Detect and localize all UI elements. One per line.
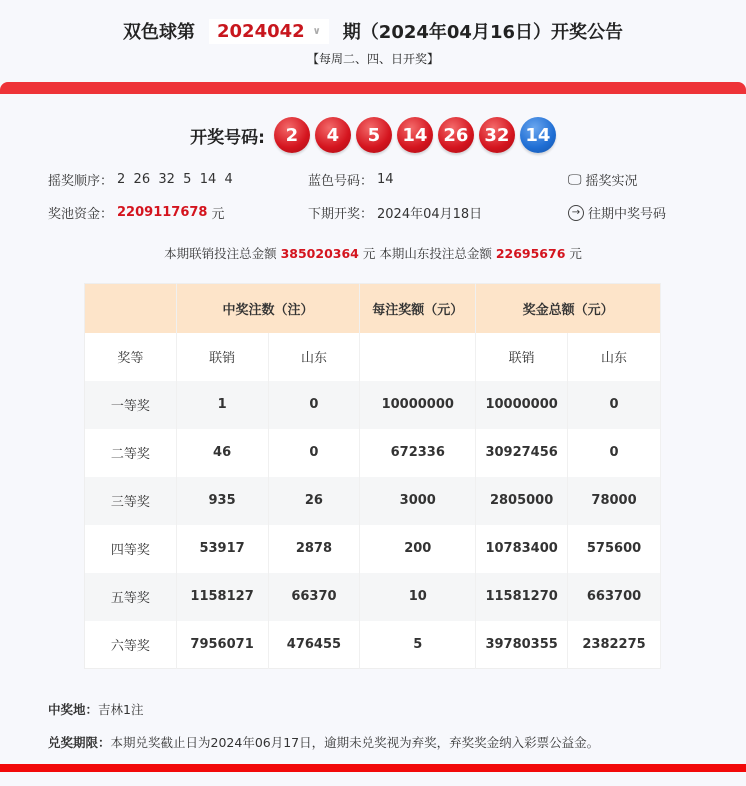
sd-total: 0 — [568, 429, 661, 477]
draw-order — [48, 170, 233, 189]
joint-total: 11581270 — [476, 573, 568, 621]
per-prize: 672336 — [360, 429, 476, 477]
header-empty — [85, 284, 177, 333]
claim-deadline — [48, 733, 599, 751]
deadline-label: 兑奖期限： — [48, 735, 111, 750]
per-prize: 10000000 — [360, 381, 476, 429]
per-prize: 3000 — [360, 477, 476, 525]
joint-count: 935 — [176, 477, 268, 525]
prize-table — [84, 283, 661, 669]
prize-level: 二等奖 — [85, 429, 177, 477]
title-suffix: 期（2024年04月16日）开奖公告 — [342, 22, 623, 43]
header-total: 奖金总额（元） — [476, 284, 661, 333]
joint-count: 53917 — [176, 525, 268, 573]
sales-text: 元 — [569, 246, 582, 261]
table-row — [85, 381, 661, 429]
arrow-circle-icon: → — [568, 205, 584, 221]
header-per: 每注奖额（元） — [360, 284, 476, 333]
title-prefix: 双色球第 — [123, 22, 195, 43]
sd-sales: 22695676 — [495, 246, 566, 261]
red-ball: 4 — [315, 117, 351, 153]
next-label: 下期开奖： — [308, 207, 374, 222]
blue-label: 蓝色号码： — [308, 174, 374, 189]
sd-total: 663700 — [568, 573, 661, 621]
sd-count: 0 — [268, 381, 360, 429]
prize-pool — [48, 203, 225, 222]
sd-count: 66370 — [268, 573, 360, 621]
prize-level: 三等奖 — [85, 477, 177, 525]
sub-joint: 联销 — [476, 333, 568, 381]
joint-total: 10783400 — [476, 525, 568, 573]
per-prize: 10 — [360, 573, 476, 621]
per-prize: 5 — [360, 621, 476, 669]
pool-value: 2209117678 — [117, 205, 208, 220]
history-link[interactable] — [568, 203, 666, 222]
table-row — [85, 573, 661, 621]
blue-value: 14 — [377, 172, 394, 187]
order-value: 2 26 32 5 14 4 — [117, 172, 233, 187]
joint-total: 2805000 — [476, 477, 568, 525]
header-count: 中奖注数（注） — [176, 284, 360, 333]
place-label: 中奖地： — [48, 702, 99, 717]
red-ball: 14 — [397, 117, 433, 153]
deadline-value: 本期兑奖截止日为2024年06月17日，逾期未兑奖视为弃奖，弃奖奖金纳入彩票公益金。 — [110, 735, 600, 750]
red-ball: 2 — [274, 117, 310, 153]
next-value: 2024年04月18日 — [377, 207, 483, 222]
sub-sd: 山东 — [568, 333, 661, 381]
sd-total: 2382275 — [568, 621, 661, 669]
red-divider — [0, 82, 746, 94]
sd-total: 0 — [568, 381, 661, 429]
chevron-down-icon: ∨ — [312, 25, 321, 37]
sub-empty — [360, 333, 476, 381]
numbers-label: 开奖号码: — [190, 127, 265, 148]
prize-level: 六等奖 — [85, 621, 177, 669]
draw-schedule: 【每周二、四、日开奖】 — [306, 52, 439, 66]
prize-level: 一等奖 — [85, 381, 177, 429]
prize-level: 四等奖 — [85, 525, 177, 573]
winning-numbers — [0, 117, 746, 153]
joint-total: 39780355 — [476, 621, 568, 669]
pool-label: 奖池资金： — [48, 207, 114, 222]
monitor-icon: 🖵 — [568, 171, 582, 188]
joint-count: 1158127 — [176, 573, 268, 621]
next-draw — [308, 203, 482, 222]
sd-count: 2878 — [268, 525, 360, 573]
table-row — [85, 621, 661, 669]
sd-total: 78000 — [568, 477, 661, 525]
history-label: 往期中奖号码 — [588, 207, 667, 222]
issue-value: 2024042 — [217, 20, 305, 42]
sd-count: 476455 — [268, 621, 360, 669]
sd-count: 0 — [268, 429, 360, 477]
header-level: 奖等 — [85, 333, 177, 381]
page-title — [0, 18, 746, 44]
sd-total: 575600 — [568, 525, 661, 573]
live-label: 摇奖实况 — [585, 174, 638, 189]
sales-text: 本期联销投注总金额 — [164, 246, 277, 261]
table-row — [85, 477, 661, 525]
table-row — [85, 525, 661, 573]
winning-location — [48, 700, 143, 718]
sales-text: 元 本期山东投注总金额 — [362, 246, 492, 261]
blue-ball: 14 — [520, 117, 556, 153]
issue-select[interactable] — [209, 19, 329, 44]
red-divider-bottom — [0, 764, 746, 772]
sd-count: 26 — [268, 477, 360, 525]
pool-unit: 元 — [211, 207, 225, 222]
joint-count: 7956071 — [176, 621, 268, 669]
joint-count: 1 — [176, 381, 268, 429]
sub-sd: 山东 — [268, 333, 360, 381]
prize-level: 五等奖 — [85, 573, 177, 621]
joint-total: 10000000 — [476, 381, 568, 429]
red-ball: 26 — [438, 117, 474, 153]
per-prize: 200 — [360, 525, 476, 573]
sub-joint: 联销 — [176, 333, 268, 381]
sales-summary — [0, 244, 746, 262]
joint-sales: 385020364 — [280, 246, 359, 261]
order-label: 摇奖顺序： — [48, 174, 114, 189]
blue-number — [308, 170, 394, 189]
live-draw-link[interactable] — [568, 170, 638, 189]
joint-total: 30927456 — [476, 429, 568, 477]
red-ball: 32 — [479, 117, 515, 153]
joint-count: 46 — [176, 429, 268, 477]
table-row — [85, 429, 661, 477]
red-ball: 5 — [356, 117, 392, 153]
place-value: 吉林1注 — [98, 702, 144, 717]
